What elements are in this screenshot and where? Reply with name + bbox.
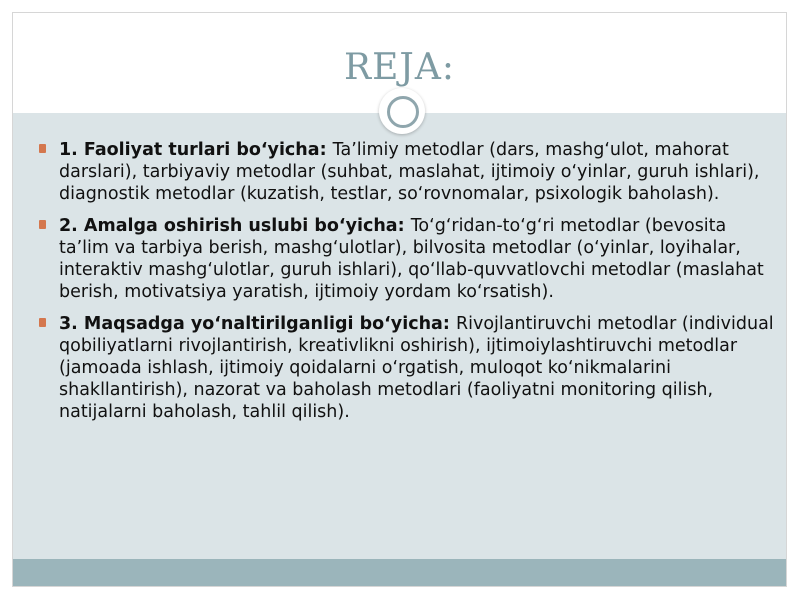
bullet-list [39,139,774,433]
bullet-marker-icon [39,318,46,327]
bullet-text: Ta’limiy metodlar (dars, mashg‘ulot, mahorat darslari), tarbiyaviy metodlar (suhbat, maslahat, ijtimoiy o‘yinlar, guruh ishlari), diagnostik metodlar (kuzatish, testlar, so‘rovnomalar, psixologik baholash). [59,140,760,204]
slide-title: REJA: [344,47,455,88]
bottom-band [13,559,786,587]
list-item [39,139,774,205]
circle-ornament-icon [379,88,425,134]
list-item [39,313,774,423]
bullet-text: To‘g‘ridan-to‘g‘ri metodlar (bevosita ta’lim va tarbiya berish, mashg‘ulotlar), bilvosita metodlar (o‘yinlar, loyihalar, interaktiv mashg‘ulotlar, guruh ishlari), qo‘llab-quvvatlovchi metodlar (maslahat berish, motivatsiya yaratish, ijtimoiy yordam ko‘rsatish). [59,216,764,302]
bullet-marker-icon [39,144,46,153]
bullet-heading: 3. Maqsadga yo‘naltirilganligi bo‘yicha: [59,314,456,334]
slide [12,12,787,587]
bullet-text: Rivojlantiruvchi metodlar (individual qobiliyatlarni rivojlantirish, kreativlikni oshirish), ijtimoiylashtiruvchi metodlar (jamoada ishlash, ijtimoiy qoidalarni o‘rgatish, muloqot ko‘nikmalarini shakllantirish), nazorat va baholash metodlari (faoliyatni monitoring qilish, natijalarni baholash, tahlil qilish). [59,314,774,422]
bullet-heading: 2. Amalga oshirish uslubi bo‘yicha: [59,216,411,236]
circle-ring [387,96,419,128]
bullet-marker-icon [39,220,46,229]
list-item [39,215,774,303]
bullet-heading: 1. Faoliyat turlari bo‘yicha: [59,140,333,160]
